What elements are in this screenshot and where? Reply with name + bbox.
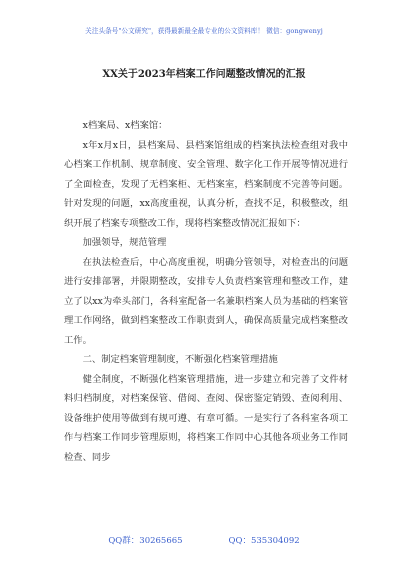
paragraph-section-2: 健全制度，不断强化档案管理措施，进一步建立和完善了文件材料归档制度，对档案保管、借阅、查阅、保密鉴定销毁、查阅利用、设备维护使用等做到有规可遵、有章可循。一是实行了各科室各项工作与档案工作同步管理原则，将档案工作同中心其他各项业务工作同检查、同步 bbox=[64, 373, 348, 463]
contact-footer bbox=[0, 534, 408, 546]
section-heading-2: 二、制定档案管理制度，不断强化档案管理措施 bbox=[82, 354, 278, 365]
section-heading-1: 加强领导，规范管理 bbox=[82, 237, 167, 248]
document-title: XX关于2023年档案工作问题整改情况的汇报 bbox=[102, 69, 306, 80]
document-body bbox=[64, 116, 348, 467]
salutation: x档案局、x档案馆： bbox=[82, 120, 168, 131]
paragraph-intro: x年x月x日，县档案局、县档案馆组成的档案执法检查组对我中心档案工作机制、规章制度、安全管理、数字化工作开展等情况进行了全面检查，发现了无档案柜、无档案室，档案制度不完善等问题。针对发现的问题，xx高度重视，认真分析，查找不足，积极整改，组织开展了档案专项整改工作，现将档案整改情况汇报如下： bbox=[64, 139, 348, 229]
paragraph-section-1: 在执法检查后，中心高度重视，明确分管领导，对检查出的问题进行安排部署，并限期整改，安排专人负责档案管理和整改工作，建立了以xx为牵头部门，各科室配备一名兼职档案人员为基础的档案管理工作网络，做到档案整改工作职责到人，确保高质量完成档案整改工作。 bbox=[64, 256, 348, 346]
qq-number: QQ：535304092 bbox=[228, 536, 300, 546]
promo-banner: 关注头条号"公文研究"，获得最新最全最专业的公文资料库！ 微信：gongwenyj bbox=[85, 27, 323, 35]
qq-group-number: QQ群：30265665 bbox=[108, 536, 183, 546]
